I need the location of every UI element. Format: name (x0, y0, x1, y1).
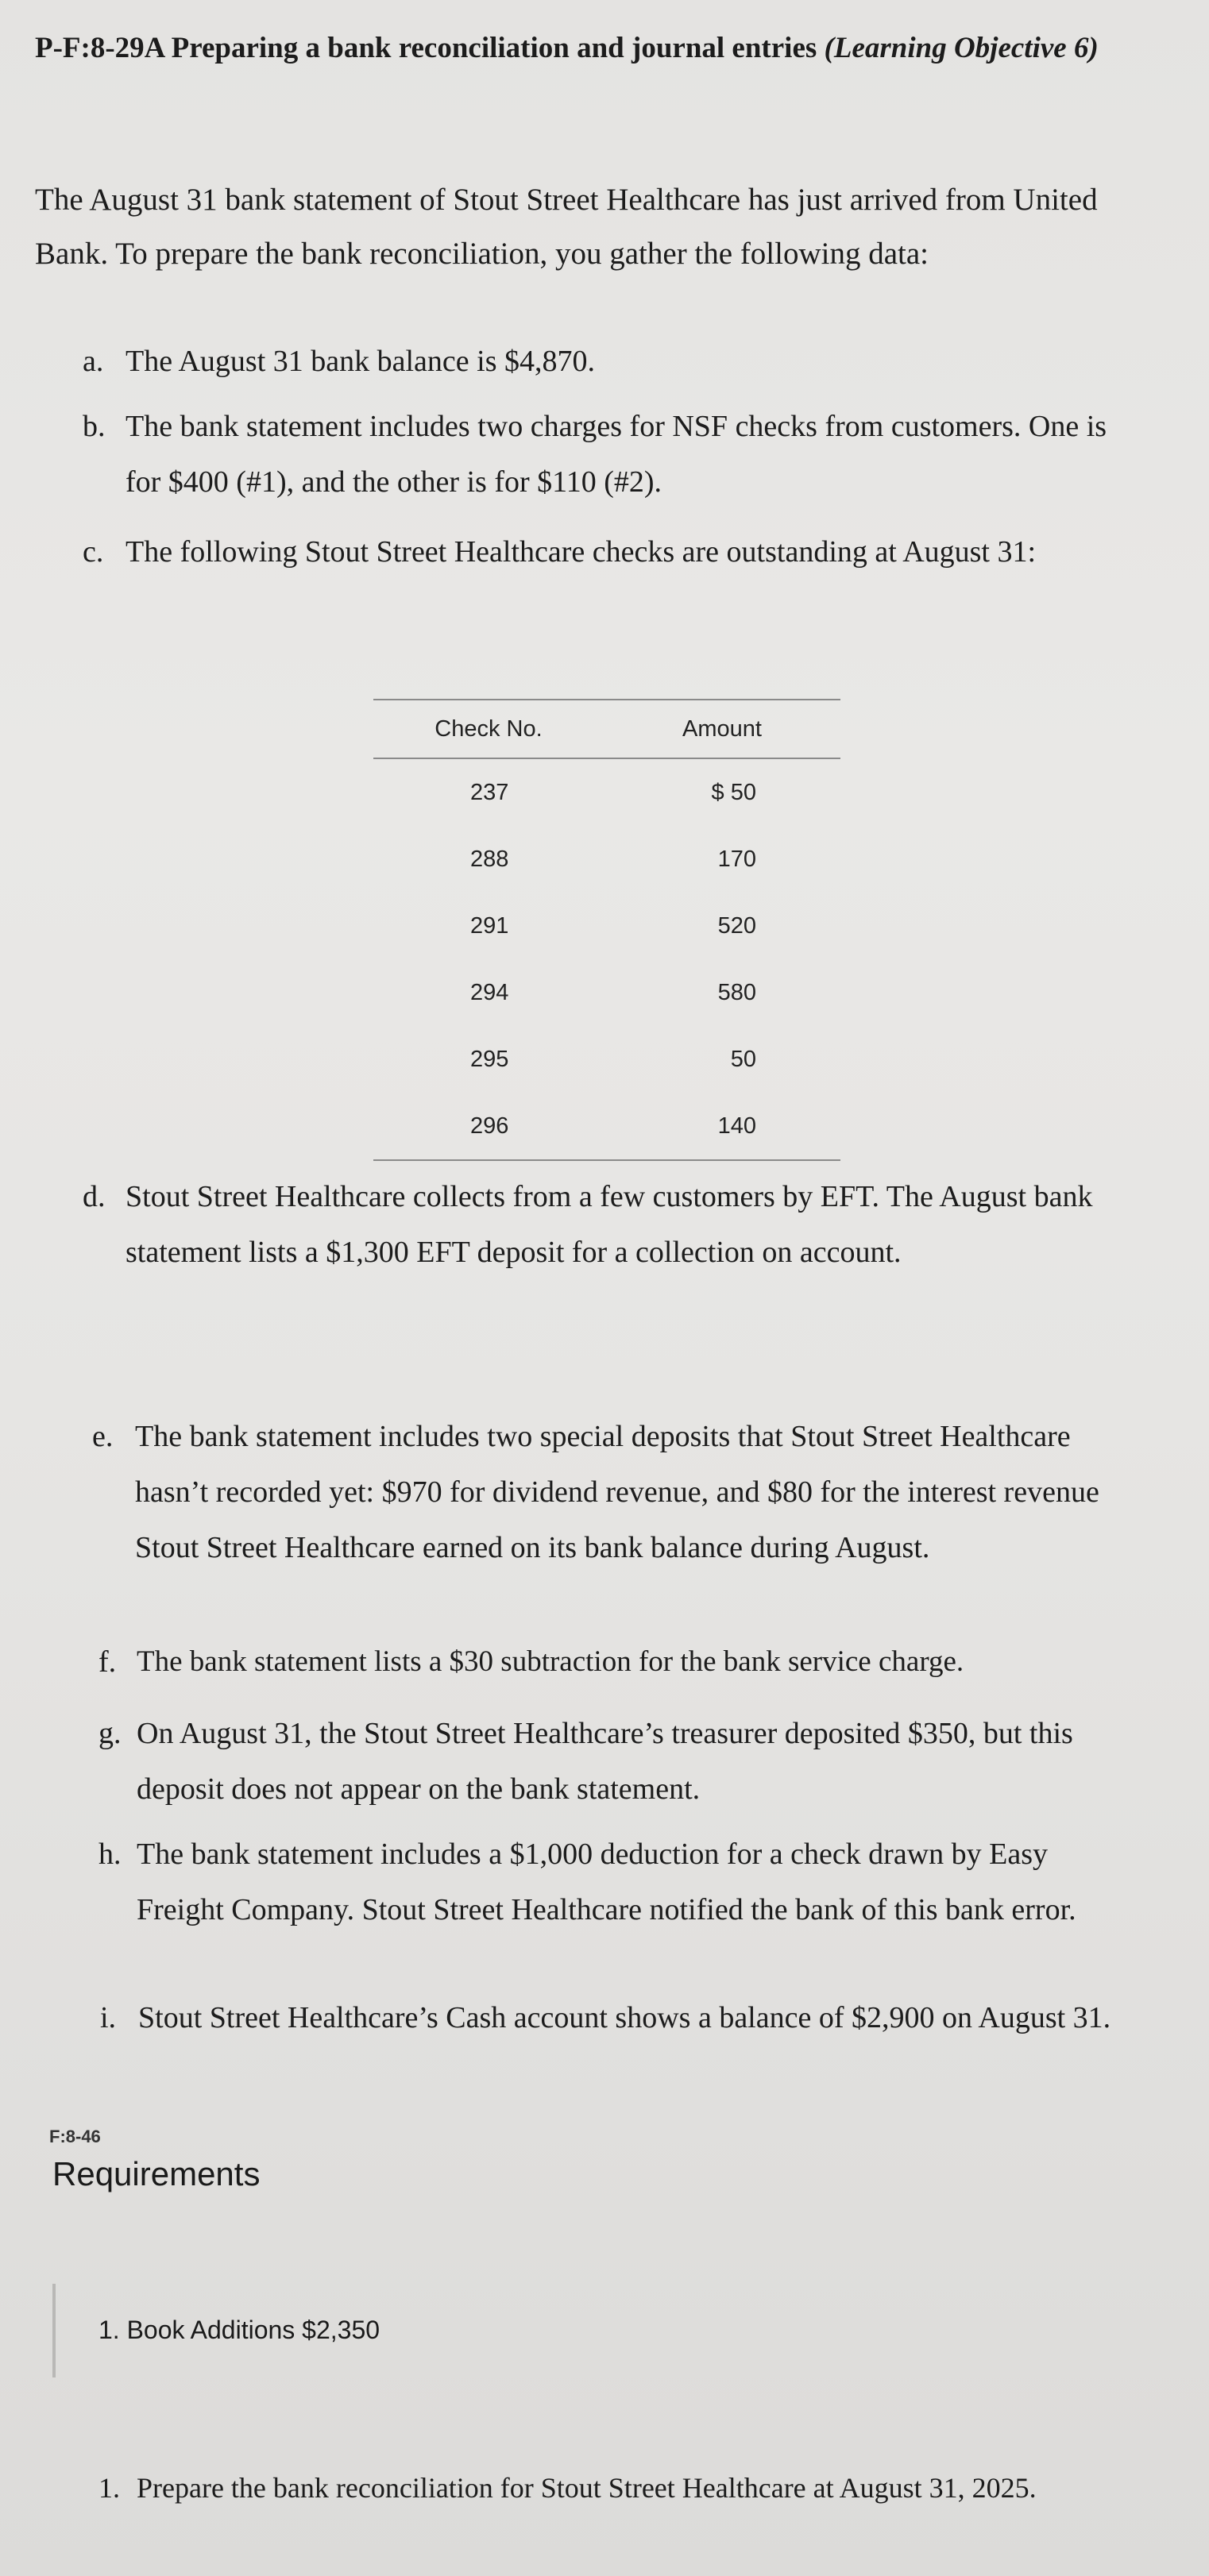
item-text: The bank statement lists a $30 subtraction for the bank service charge. (137, 1645, 964, 1678)
item-text: On August 31, the Stout Street Healthcare’s treasurer deposited $350, but this deposit does not appear on the bank statement. (137, 1717, 1073, 1806)
data-item-d (83, 1169, 1147, 1280)
item-label: h. (98, 1838, 122, 1871)
check-number: 294 (470, 979, 509, 1005)
item-label: b. (83, 410, 106, 443)
outstanding-checks-table (373, 699, 840, 1161)
data-item-a (83, 334, 1147, 389)
item-label: a. (83, 345, 104, 378)
requirements-note: 1. Book Additions $2,350 (98, 2316, 380, 2344)
data-item-f (98, 1634, 1163, 1690)
item-text: The bank statement includes a $1,000 deduction for a check drawn by Easy Freight Company. Stout Street Healthcare notified the bank of this bank error. (137, 1838, 1076, 1926)
item-text: The bank statement includes two special deposits that Stout Street Healthcare hasn’t recorded yet: $970 for dividend revenue, and $80 for the interest revenue Stout Street Healthcare earned on its bank balance during August. (135, 1420, 1099, 1564)
column-header-check-no: Check No. (373, 700, 604, 758)
item-label: g. (98, 1717, 122, 1750)
check-amount: 50 (730, 1046, 756, 1072)
item-text: The August 31 bank balance is $4,870. (126, 345, 596, 378)
requirement-text: Prepare the bank reconciliation for Stout Street Healthcare at August 31, 2025. (137, 2472, 1037, 2504)
check-amount: $ 50 (711, 779, 756, 805)
check-number: 288 (470, 846, 509, 872)
requirement-1 (98, 2462, 1163, 2514)
check-number: 291 (470, 912, 509, 939)
requirements-divider (52, 2284, 56, 2377)
data-item-e (92, 1409, 1149, 1575)
check-number: 237 (470, 779, 509, 805)
column-header-amount: Amount (604, 700, 840, 758)
data-item-b (83, 399, 1107, 510)
item-label: c. (83, 535, 104, 569)
check-amount: 170 (717, 846, 756, 872)
requirement-label: 1. (98, 2472, 120, 2504)
table-header-row (373, 700, 840, 758)
table-row (373, 826, 840, 893)
item-label: i. (100, 2001, 117, 2034)
check-amount: 140 (717, 1113, 756, 1139)
table-row (373, 959, 840, 1026)
item-label: f. (98, 1645, 117, 1679)
problem-title (35, 19, 1147, 78)
data-item-g (98, 1706, 1163, 1817)
requirements-heading: Requirements (52, 2155, 261, 2192)
data-item-h (98, 1826, 1131, 1938)
data-item-c (83, 524, 1171, 580)
check-number: 296 (470, 1113, 509, 1139)
figure-reference: F:8-46 (49, 2127, 101, 2146)
table-row (373, 758, 840, 826)
table-row (373, 893, 840, 959)
check-amount: 520 (717, 912, 756, 939)
problem-code: P-F:8-29A (35, 32, 164, 64)
item-text: Stout Street Healthcare collects from a few customers by EFT. The August bank statement lists a $1,300 EFT deposit for a collection on account. (126, 1180, 1093, 1269)
table-row (373, 1026, 840, 1093)
problem-title-text: Preparing a bank reconciliation and journal entries (171, 32, 817, 64)
data-item-i (100, 1990, 1125, 2046)
item-label: e. (92, 1420, 114, 1453)
item-text: Stout Street Healthcare’s Cash account shows a balance of $2,900 on August 31. (138, 2001, 1111, 2034)
table-row (373, 1093, 840, 1160)
item-text: The bank statement includes two charges for NSF checks from customers. One is for $400 (#1), and the other is for $110 (#2). (126, 410, 1107, 499)
check-amount: 580 (717, 979, 756, 1005)
intro-paragraph: The August 31 bank statement of Stout Street Healthcare has just arrived from United Bank. To prepare the bank reconciliation, you gather the following data: (35, 183, 1098, 271)
item-label: d. (83, 1180, 106, 1213)
check-number: 295 (470, 1046, 509, 1072)
learning-objective: (Learning Objective 6) (824, 32, 1099, 64)
item-text: The following Stout Street Healthcare checks are outstanding at August 31: (126, 535, 1037, 569)
